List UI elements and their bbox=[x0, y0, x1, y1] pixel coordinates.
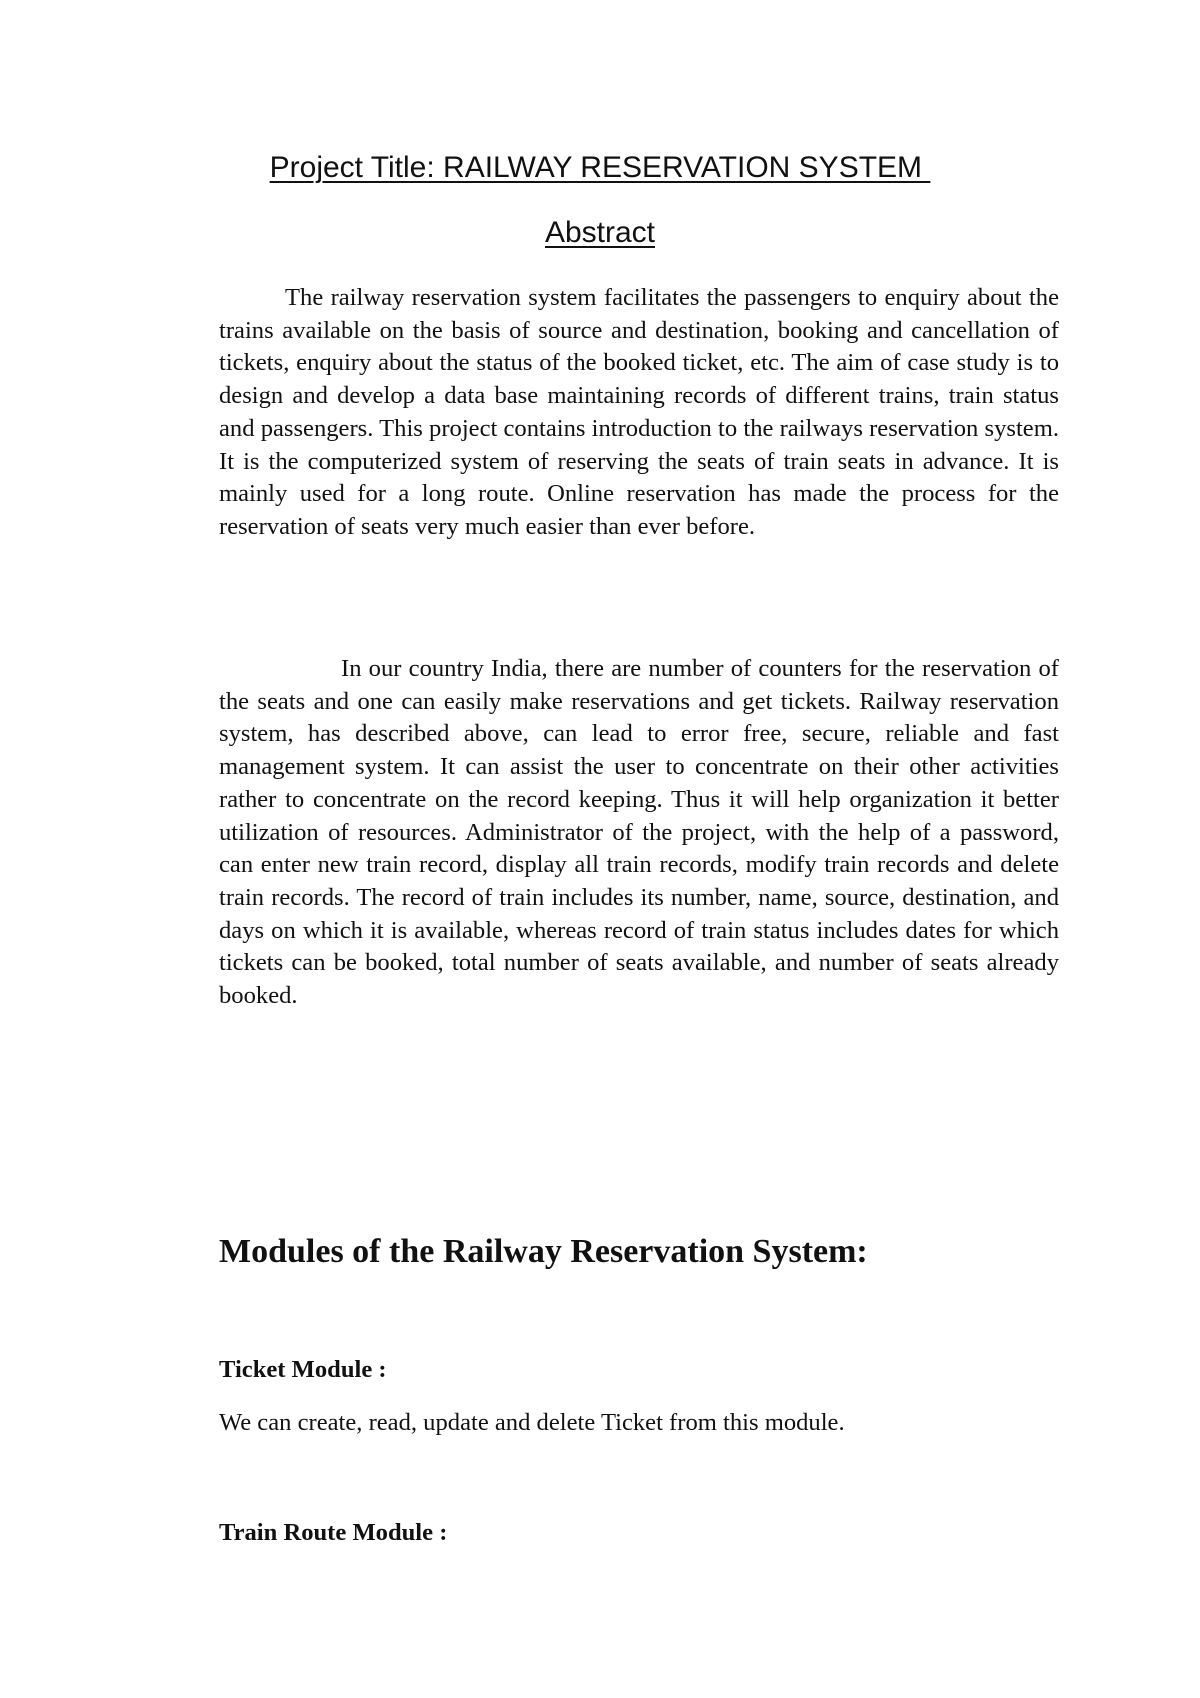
ticket-module-description: We can create, read, update and delete Ticket from this module. bbox=[219, 1409, 845, 1436]
train-route-module-title: Train Route Module : bbox=[219, 1519, 448, 1546]
ticket-module-title: Ticket Module : bbox=[219, 1356, 387, 1383]
modules-heading: Modules of the Railway Reservation System: bbox=[219, 1233, 868, 1270]
abstract-paragraph-1: The railway reservation system facilitates the passengers to enquiry about the trains available on the basis of source and destination, booking and cancellation of tickets, enquiry about the status of the booked ticket, etc. The aim of case study is to design and develop a data base maintaining records of different trains, train status and passengers. This project contains introduction to the railways reservation system. It is the computerized system of reserving the seats of train seats in advance. It is mainly used for a long route. Online reservation has made the process for the reservation of seats very much easier than ever before. bbox=[219, 284, 1059, 540]
abstract-heading: Abstract bbox=[544, 216, 656, 249]
project-title: Project Title: RAILWAY RESERVATION SYSTEM bbox=[269, 151, 931, 184]
abstract-paragraph-2: In our country India, there are number of counters for the reservation of the seats and one can easily make reservations and get tickets. Railway reservation system, has described above, can lead to error free, secure, reliable and fast management system. It can assist the user to concentrate on their other activities rather to concentrate on the record keeping. Thus it will help organization it better utilization of resources. Administrator of the project, with the help of a password, can enter new train record, display all train records, modify train records and delete train records. The record of train includes its number, name, source, destination, and days on which it is available, whereas record of train status includes dates for which tickets can be booked, total number of seats available, and number of seats already booked. bbox=[219, 655, 1059, 1010]
